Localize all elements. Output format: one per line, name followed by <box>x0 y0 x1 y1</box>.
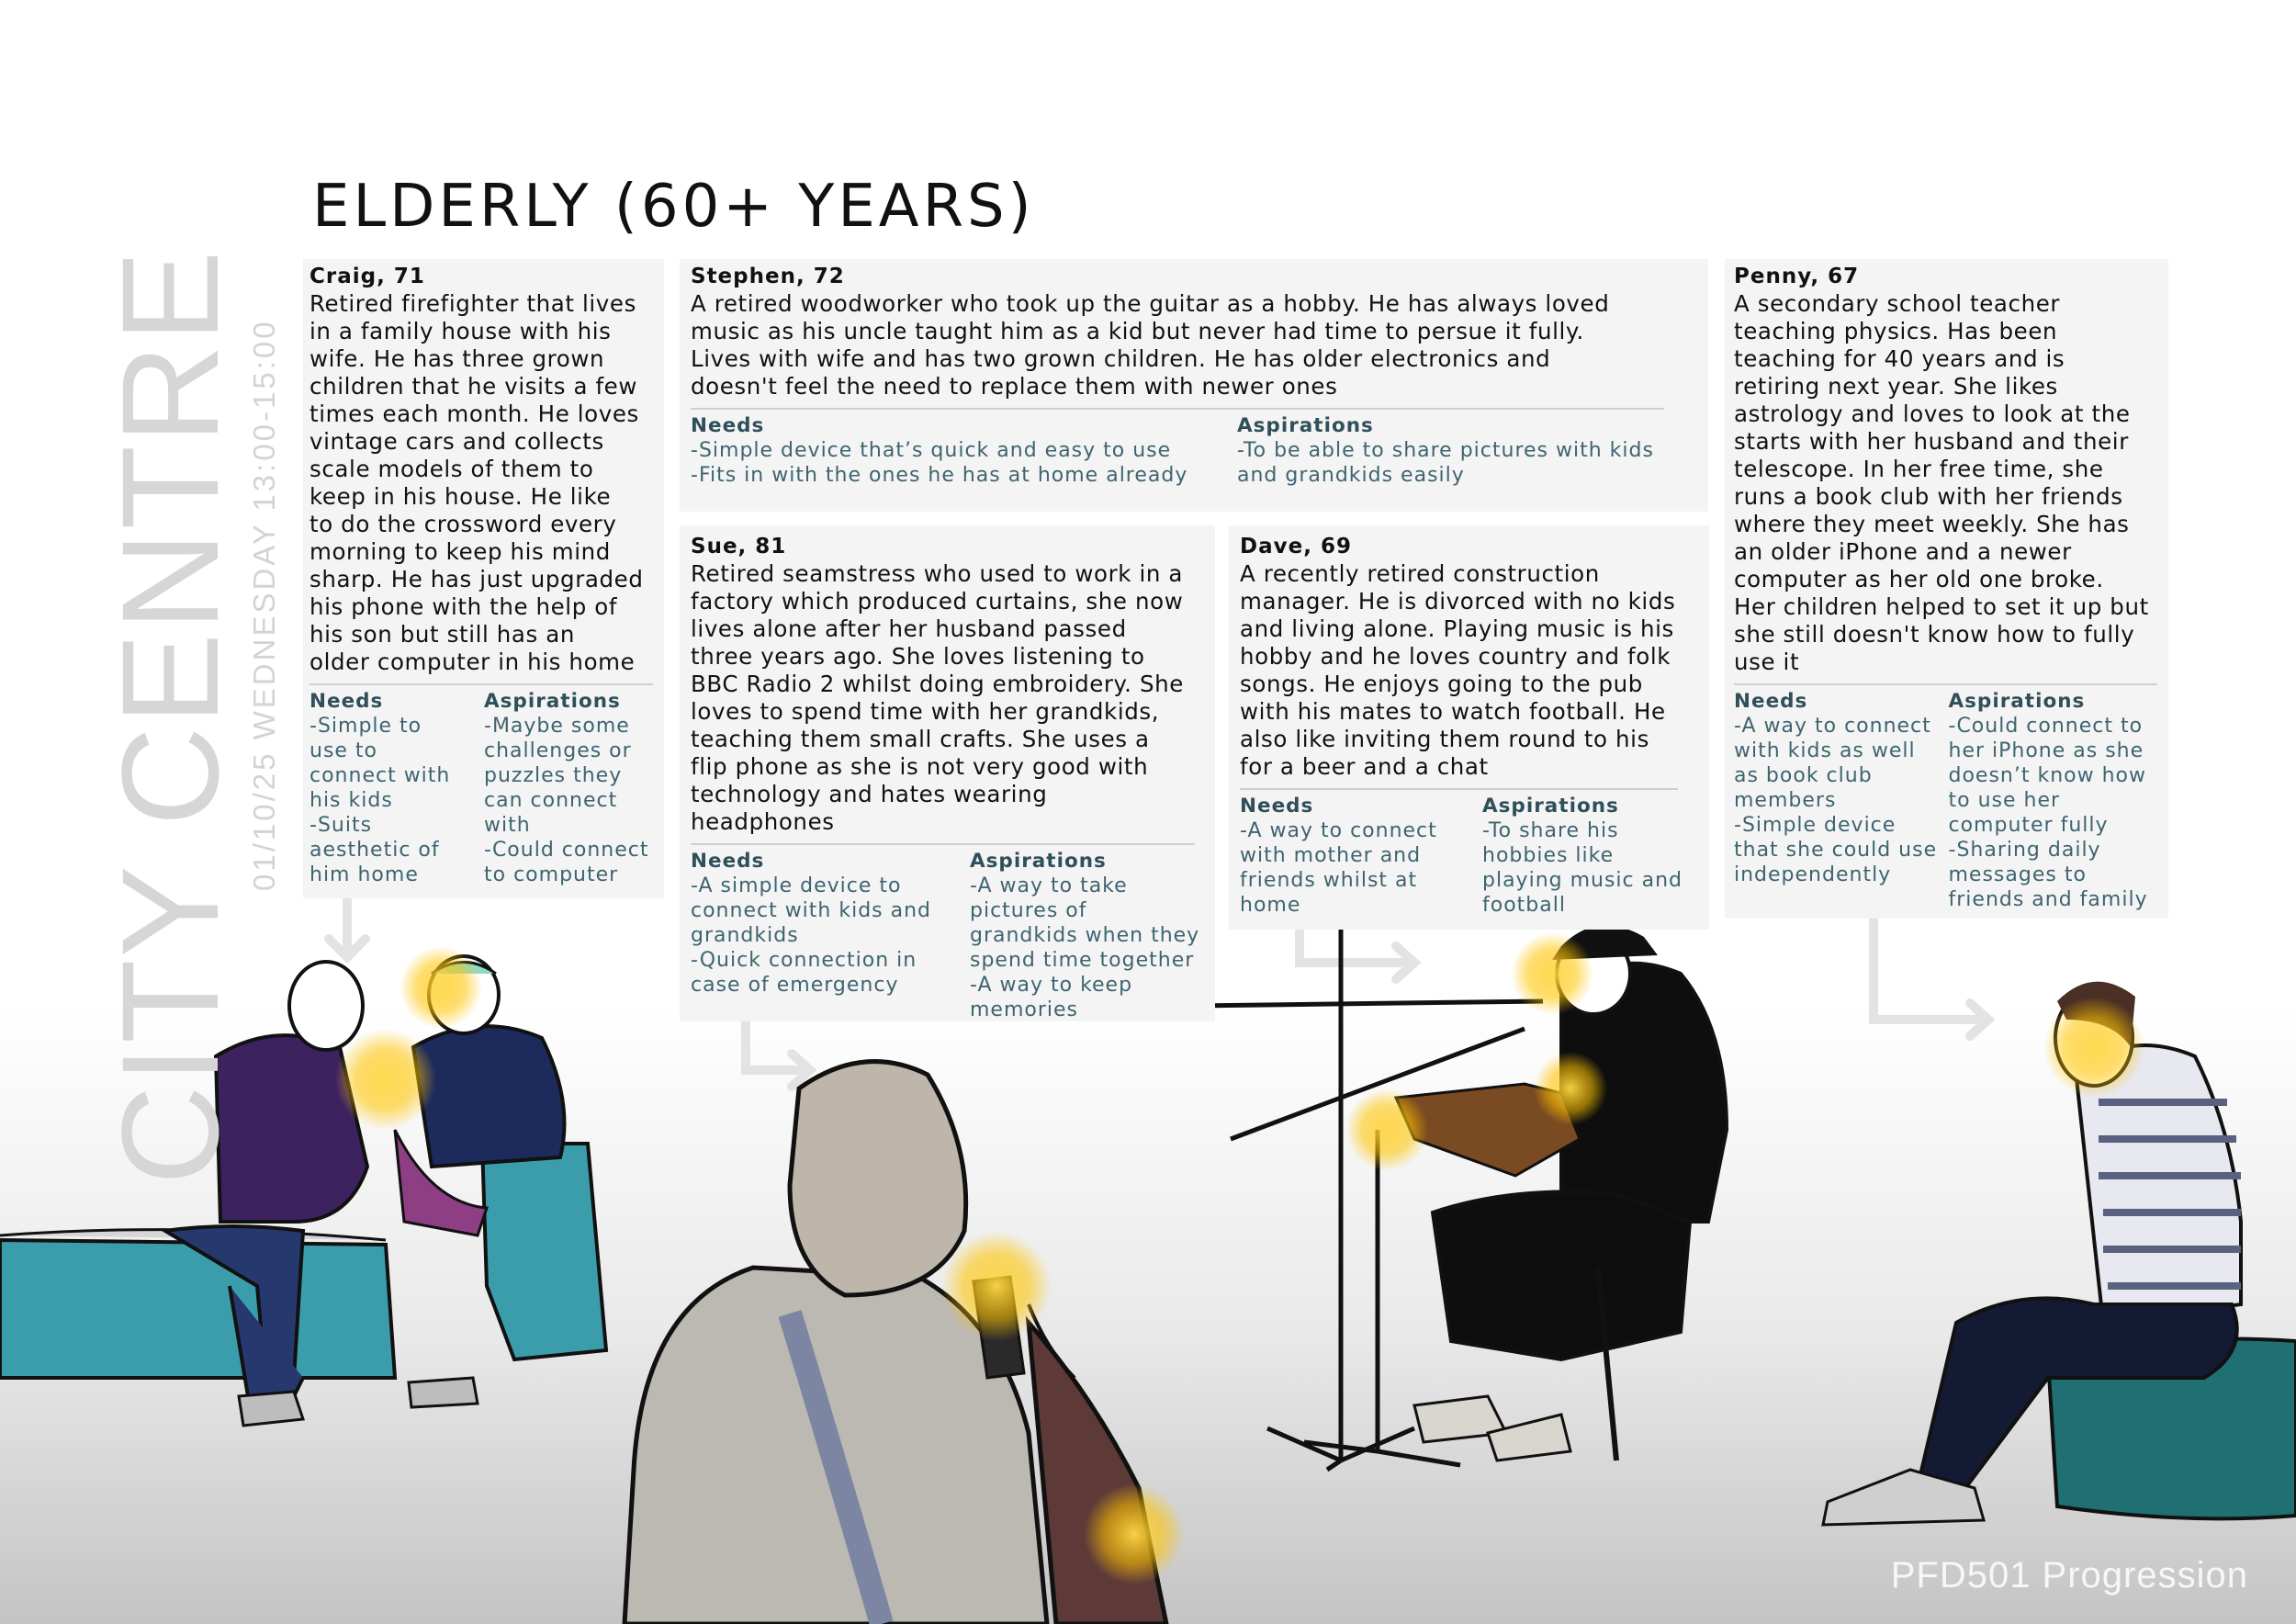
aspirations-heading: Aspirations <box>1482 795 1619 818</box>
aspirations-heading: Aspirations <box>484 690 621 713</box>
persona-name: Dave, 69 <box>1240 535 1352 558</box>
persona-name: Sue, 81 <box>691 535 787 558</box>
needs-column: Needs -A way to connect with mother and friends whilst at home <box>1240 794 1482 918</box>
needs-heading: Needs <box>1240 795 1314 818</box>
needs-heading: Needs <box>691 414 765 437</box>
divider <box>1734 683 2157 685</box>
divider <box>1240 788 1678 790</box>
page-title: ELDERLY (60+ YEARS) <box>312 173 1035 241</box>
penny-figure <box>1823 982 2296 1525</box>
persona-card-craig <box>303 259 664 898</box>
divider <box>691 408 1664 410</box>
aspirations-column: Aspirations -To be able to share pictures with kids and grandkids easily <box>1237 413 1701 488</box>
persona-card-dave <box>1229 525 1709 930</box>
dave-figure <box>1194 919 1727 1470</box>
divider <box>691 843 1195 845</box>
aspirations-column: Aspirations -Maybe some challenges or puzzles they can connect with -Could connect to computer <box>484 689 658 887</box>
persona-description: Retired firefighter that lives in a family house with his wife. He has three grown children that he visits a few times each month. He loves vintage cars and collects scale models of them to keep in his house. He like to do the crossword every morning to keep his mind sharp. He has just upgraded his phone with the help of his son but still has an older computer in his home <box>310 290 644 675</box>
persona-name: Penny, 67 <box>1734 265 1860 288</box>
datetime-label: 01/10/25 WEDNESDAY 13:00-15:00 <box>247 319 281 891</box>
location-label: CITY CENTRE <box>93 248 247 1185</box>
footer-label: PFD501 Progression <box>1890 1555 2248 1596</box>
persona-description: Retired seamstress who used to work in a factory which produced curtains, she now lives alone after her husband passed three years ago. She loves listening to BBC Radio 2 whilst doing embroidery. She loves to spend time with her grandkids, teaching them small crafts. She uses a flip phone as she is not very good with technology and hates wearing headphones <box>691 560 1184 835</box>
needs-heading: Needs <box>310 690 384 713</box>
sue-figure <box>625 1062 1185 1624</box>
persona-card-penny <box>1725 259 2168 919</box>
persona-name: Stephen, 72 <box>691 265 845 288</box>
persona-description: A retired woodworker who took up the guitar as a hobby. He has always loved music as his uncle taught him as a kid but never had time to persue it fully. Lives with wife and has two grown children. He has older electronics and doesn't feel the need to replace them with newer ones <box>691 290 1610 400</box>
aspirations-column: Aspirations -To share his hobbies like playing music and football <box>1482 794 1704 918</box>
aspirations-column: Aspirations -Could connect to her iPhone as she doesn’t know how to use her computer fully -Sharing daily messages to friends and family <box>1949 689 2164 912</box>
persona-description: A secondary school teacher teaching physics. Has been teaching for 40 years and is retiring next year. She likes astrology and loves to look at the starts with her husband and their telescope. In her free time, she runs a book club with her friends where they meet weekly. She has an older iPhone and a newer computer as her old one broke. Her children helped to set it up but she still doesn't know how to fully use it <box>1734 290 2149 675</box>
aspirations-heading: Aspirations <box>970 850 1107 873</box>
persona-card-sue <box>680 525 1215 1021</box>
divider <box>310 683 653 685</box>
needs-heading: Needs <box>1734 690 1808 713</box>
persona-name: Craig, 71 <box>310 265 425 288</box>
needs-column: Needs -Simple to use to connect with his kids -Suits aesthetic of him home <box>310 689 484 887</box>
needs-column: Needs -Simple device that’s quick and easy to use -Fits in with the ones he has at home already <box>691 413 1237 488</box>
craig-bench-scene <box>0 946 606 1426</box>
persona-card-stephen <box>680 259 1708 512</box>
persona-description: A recently retired construction manager. He is divorced with no kids and living alone. Playing music is his hobby and he loves country and folk songs. He enjoys going to the pub with his mates to watch football. He also like inviting them round to his for a beer and a chat <box>1240 560 1676 780</box>
aspirations-heading: Aspirations <box>1948 690 2086 713</box>
needs-column: Needs -A way to connect with kids as well as book club members -Simple device that she could use independently <box>1734 689 1949 912</box>
needs-heading: Needs <box>691 850 765 873</box>
needs-column: Needs -A simple device to connect with kids and grandkids -Quick connection in case of emergency <box>691 849 970 1022</box>
aspirations-column: Aspirations -A way to take pictures of grandkids when they spend time together -A way to keep memories <box>970 849 1210 1022</box>
aspirations-heading: Aspirations <box>1237 414 1374 437</box>
